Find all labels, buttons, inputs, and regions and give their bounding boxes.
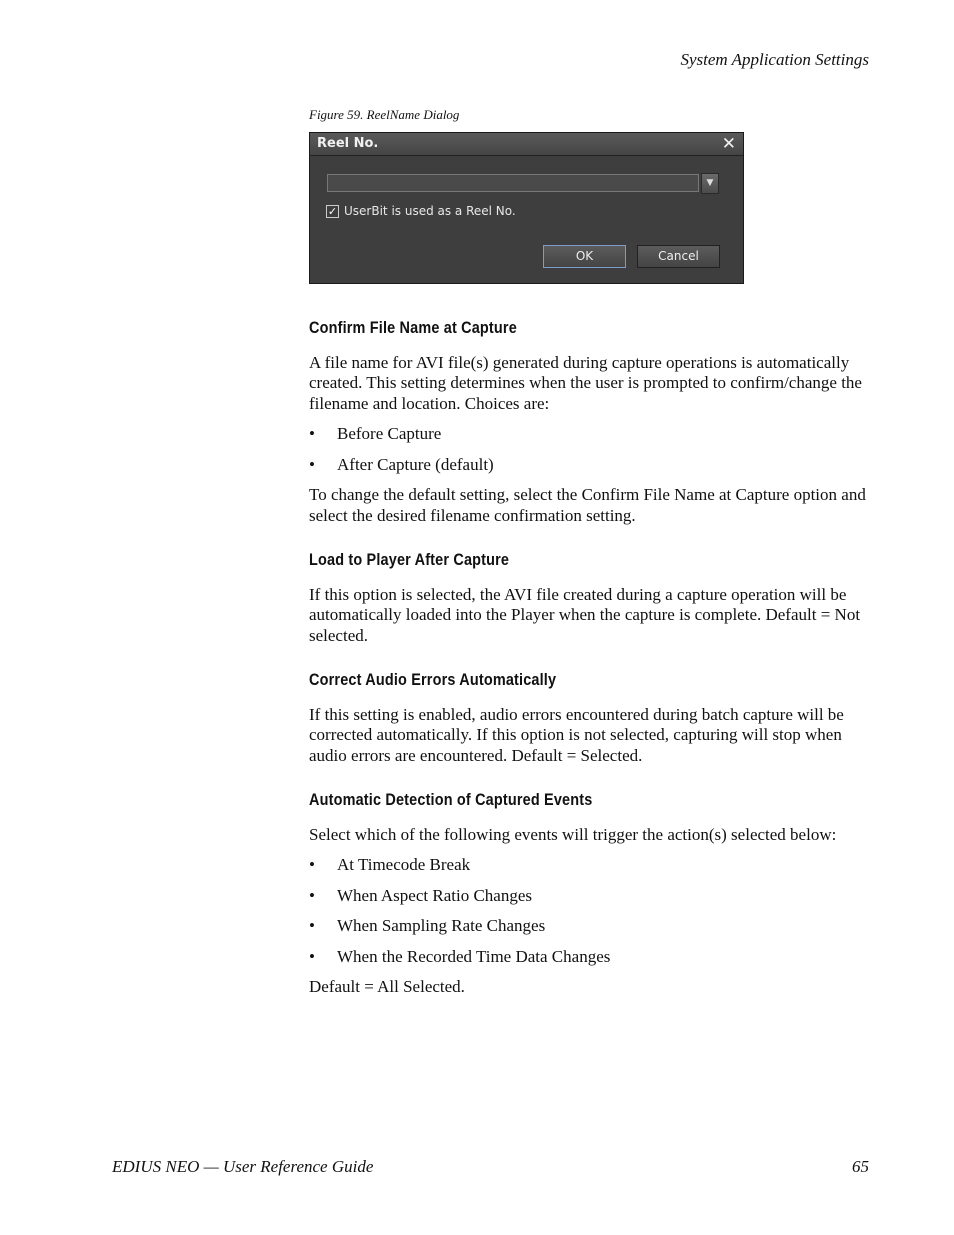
- paragraph: If this option is selected, the AVI file created during a capture operation will be automatically loaded into the Player when the capture is complete. Default = Not selected.: [309, 584, 861, 645]
- dialog-titlebar: [310, 133, 743, 156]
- footer-title: EDIUS NEO — User Reference Guide: [112, 1157, 374, 1176]
- userbit-checkbox-row[interactable]: [326, 204, 516, 218]
- main-content: [309, 318, 871, 1022]
- ok-button[interactable]: OK: [543, 245, 626, 268]
- list-item: • At Timecode Break: [309, 855, 871, 876]
- paragraph: If this setting is enabled, audio errors encountered during batch capture will be corrected automatically. If this option is not selected, capturing will stop when audio errors are encountered. Default = Selected.: [309, 704, 844, 765]
- paragraph: Default = All Selected.: [309, 977, 465, 996]
- section-correct-audio-errors: [309, 670, 871, 766]
- section-heading: Load to Player After Capture: [309, 550, 510, 569]
- userbit-checkbox[interactable]: ✓: [327, 204, 338, 218]
- dialog-title: Reel No.: [317, 136, 379, 151]
- section-heading: Automatic Detection of Captured Events: [309, 790, 593, 809]
- section-heading: Correct Audio Errors Automatically: [309, 670, 557, 689]
- paragraph: A file name for AVI file(s) generated during capture operations is automatically created. This setting determines when the user is prompted to confirm/change the filename and location. Choices are:: [309, 352, 862, 413]
- bullet-list: [309, 424, 871, 475]
- list-item: • When Aspect Ratio Changes: [309, 886, 871, 907]
- page-number: 65: [852, 1157, 869, 1176]
- running-header: System Application Settings: [680, 50, 869, 69]
- section-load-to-player: [309, 550, 871, 646]
- paragraph: To change the default setting, select the Confirm File Name at Capture option and select the desired filename confirmation setting.: [309, 485, 866, 525]
- bullet-list: [309, 855, 871, 967]
- userbit-checkbox-label: UserBit is used as a Reel No.: [344, 204, 516, 218]
- reel-number-combo[interactable]: [327, 174, 699, 192]
- paragraph: Select which of the following events will trigger the action(s) selected below:: [309, 824, 837, 844]
- figure-caption: Figure 59. ReelName Dialog: [309, 107, 460, 122]
- list-item: • After Capture (default): [309, 455, 871, 476]
- section-automatic-detection: [309, 790, 871, 998]
- list-item: • Before Capture: [309, 424, 871, 445]
- chevron-down-icon[interactable]: ▼: [701, 173, 719, 194]
- close-icon[interactable]: ✕: [721, 134, 736, 154]
- cancel-button[interactable]: Cancel: [637, 245, 720, 268]
- list-item: • When Sampling Rate Changes: [309, 916, 871, 937]
- reel-name-dialog: [309, 132, 744, 284]
- section-confirm-file-name: [309, 318, 871, 526]
- section-heading: Confirm File Name at Capture: [309, 318, 517, 337]
- list-item: • When the Recorded Time Data Changes: [309, 947, 871, 968]
